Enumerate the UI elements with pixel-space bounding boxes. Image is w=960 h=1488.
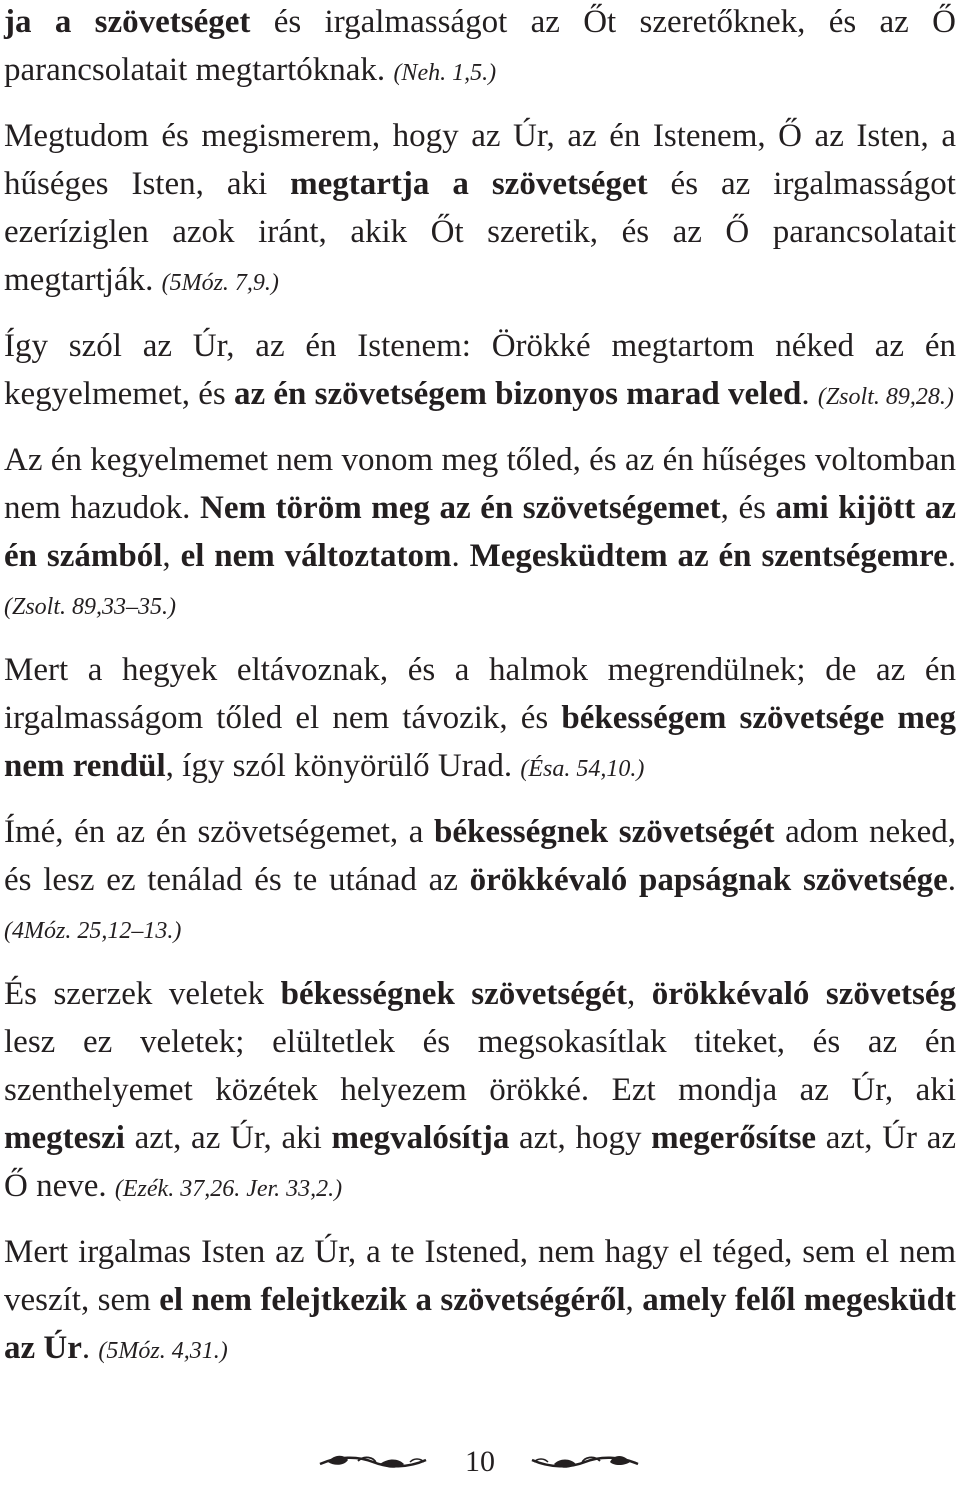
body-text: Mert a hegyek eltávoznak, és a halmok megrendülnek; de az én irgalmasságom tőled el nem távozik, és: [4, 652, 956, 736]
bold-text: békességnek szövetségét: [280, 976, 628, 1012]
body-text: .: [81, 1330, 99, 1366]
bold-text: békességem szövetsége meg nem rendül: [4, 700, 956, 784]
flourish-ornament-right-icon: [530, 1452, 640, 1472]
body-text: lesz ez veletek; elültetlek és megsokasítlak titeket, és az én szenthelyemet közétek helyezem örökké. Ezt mondja az Úr, aki: [4, 1024, 956, 1108]
body-text: adom neked, és lesz ez tenálad és te utánad az: [4, 814, 957, 898]
body-text: ,: [625, 1282, 643, 1318]
bold-text: el nem felejtkezik a szövetségéről: [159, 1282, 626, 1318]
body-text: és az irgalmasságot ezeríziglen azok iránt, akik Őt szeretik, és az Ő parancsolatait megtartják.: [4, 166, 956, 298]
bold-text: Megesküdtem az én szentségemre: [469, 538, 948, 574]
scripture-reference: (5Móz. 4,31.): [98, 1338, 228, 1364]
page-body: [4, 0, 956, 1390]
paragraph-1: [4, 0, 956, 97]
body-text: .: [451, 538, 470, 574]
bold-text: megerősítse: [651, 1120, 817, 1156]
body-text: azt, az Úr, aki: [124, 1120, 332, 1156]
body-text: ,: [162, 538, 181, 574]
scripture-reference: (4Móz. 25,12–13.): [4, 918, 182, 944]
bold-text: ami kijött az én számból: [4, 490, 956, 574]
bold-text: örökkévaló szövetség: [651, 976, 956, 1012]
body-text: Mert irgalmas Isten az Úr, a te Istened, nem hagy el téged, sem el nem veszít, sem: [4, 1234, 956, 1318]
bold-text: ja a szövetséget: [4, 4, 251, 40]
paragraph-6: [4, 808, 956, 955]
body-text: , így szól könyörülő Urad.: [165, 748, 521, 784]
body-text: Az én kegyelmemet nem vonom meg tőled, és az én hűséges voltomban nem hazudok.: [4, 442, 956, 526]
bold-text: megteszi: [4, 1120, 125, 1156]
body-text: .: [947, 862, 957, 898]
scripture-reference: (5Móz. 7,9.): [161, 270, 279, 296]
body-text: Így szól az Úr, az én Istenem: Örökké megtartom néked az én kegyelmemet, és: [4, 328, 956, 412]
body-text: azt, hogy: [509, 1120, 652, 1156]
paragraph-7: [4, 970, 956, 1213]
paragraph-5: [4, 646, 956, 793]
flourish-ornament-left-icon: [318, 1452, 428, 1472]
body-text: .: [801, 376, 818, 412]
body-text: Megtudom és megismerem, hogy az Úr, az én Istenem, Ő az Isten, a hűséges Isten, aki: [4, 118, 956, 202]
bold-text: örökkévaló papságnak szövetsége: [469, 862, 948, 898]
scripture-reference: (Neh. 1,5.): [393, 60, 497, 86]
scripture-reference: (Zsolt. 89,33–35.): [4, 594, 177, 620]
paragraph-8: [4, 1228, 956, 1375]
scripture-reference: (Ezék. 37,26. Jer. 33,2.): [114, 1176, 343, 1202]
body-text: , és: [720, 490, 776, 526]
bold-text: Nem töröm meg az én szövetségemet: [200, 490, 721, 526]
bold-text: el nem változtatom: [180, 538, 452, 574]
scripture-reference: (Zsolt. 89,28.): [817, 384, 954, 410]
paragraph-3: [4, 322, 956, 421]
bold-text: megvalósítja: [331, 1120, 510, 1156]
body-text: ,: [627, 976, 652, 1012]
bold-text: amely felől megesküdt az Úr: [4, 1282, 957, 1366]
page-number: 10: [465, 1445, 495, 1478]
bold-text: megtartja a szövetséget: [290, 166, 648, 202]
body-text: és irgalmasságot az Őt szeretőknek, és az Ő parancsolatait megtartóknak.: [4, 4, 956, 88]
scripture-reference: (Ésa. 54,10.): [520, 756, 645, 782]
paragraph-4: [4, 436, 956, 631]
body-text: .: [947, 538, 956, 574]
bold-text: békességnek szövetségét: [433, 814, 775, 850]
bold-text: az én szövetségem bizonyos marad veled: [234, 376, 802, 412]
body-text: És szerzek veletek: [4, 976, 281, 1012]
body-text: azt, Úr az Ő neve.: [4, 1120, 957, 1204]
body-text: Ímé, én az én szövetségemet, a: [4, 814, 434, 850]
paragraph-2: [4, 112, 956, 307]
page-footer: [0, 1438, 960, 1488]
